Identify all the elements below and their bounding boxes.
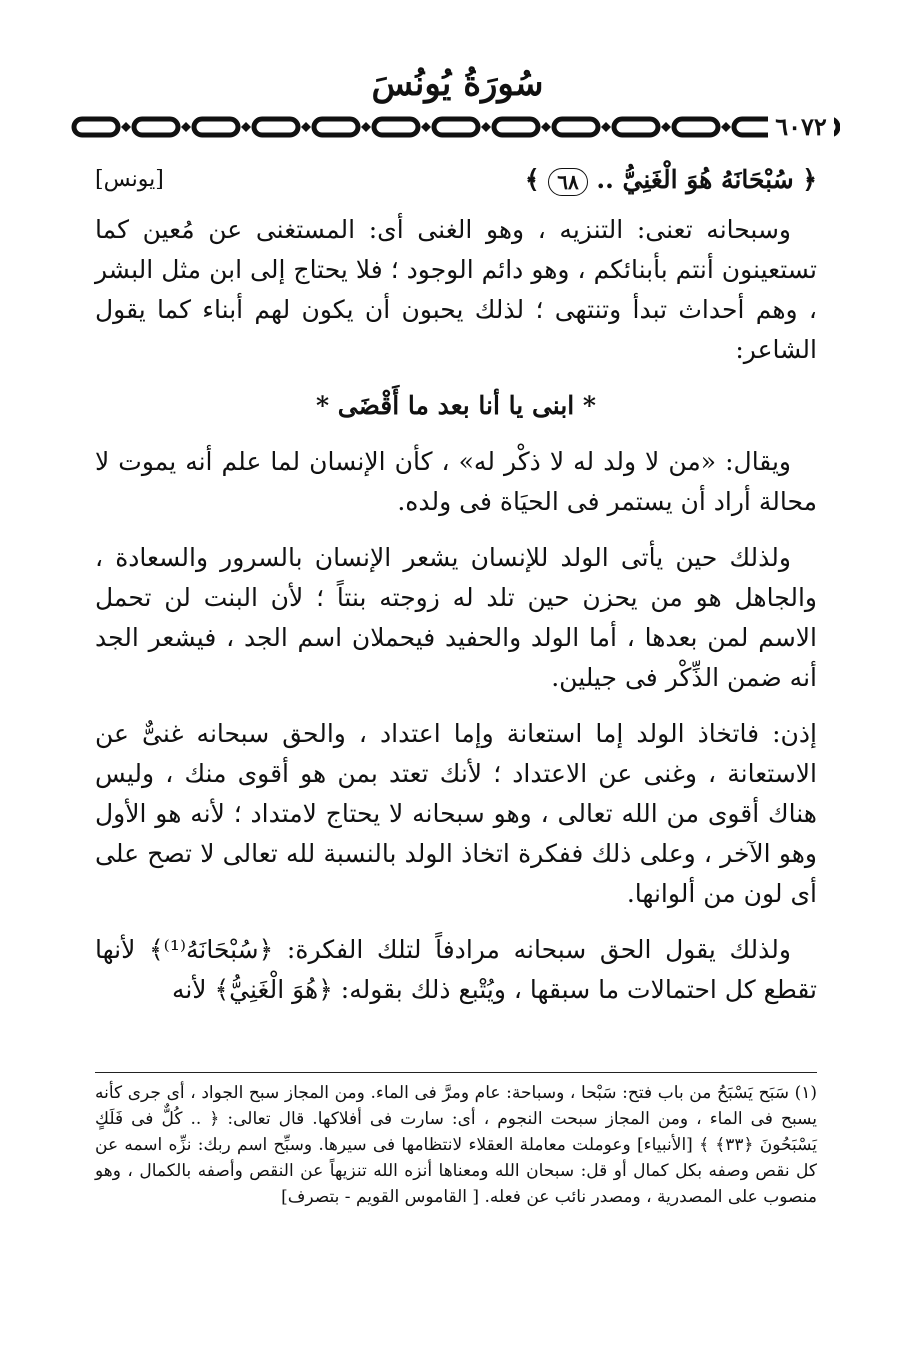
paragraph-5: ولذلك يقول الحق سبحانه مرادفاً لتلك الفكرة: ﴿سُبْحَانَهُ⁽¹⁾﴾ لأنها تقطع كل احتمالات ما سبقها ، ويُتْبع ذلك بقوله: ﴿هُوَ الْغَنِيُّ﴾ لأنه bbox=[95, 935, 817, 1004]
footnote-text: (١) سَبَح يَسْبَحُ من باب فتح: سَبْحا ، وسباحة: عام ومرَّ فى الماء. ومن المجاز سبح الجواد ، أى جرى كأنه يسبح فى الماء ، ومن المجاز سبحت النجوم ، أى: سارت فى أفلاكها. قال تعالى: ﴿ .. كُلٌّ فى فَلَكٍ يَسْبَحُونَ ﴿٣٣﴾ ﴾ [الأنبياء] وعوملت معاملة العقلاء لانتظامها فى سيرها. وسبِّح اسم ربك: نزِّه اسمه عن كل نقص وصفه بكل كمال أو قل: سبحان الله ومعناها أنزه الله تنزيهاً عن النقص وأصفه بالكمال ، وهو منصوب على المصدرية ، ومصدر نائب عن فعله. [ القاموس القويم - بتصرف] bbox=[95, 1083, 817, 1207]
surah-title: سُورَةُ يُونُسَ bbox=[371, 64, 544, 104]
body-text bbox=[95, 210, 817, 1026]
page-number: ٦٠٧٢ bbox=[768, 112, 834, 142]
footnote-divider bbox=[95, 1072, 817, 1073]
paragraph-2: ويقال: «من لا ولد له لا ذكْر له» ، كأن الإنسان لما علم أنه يموت لا محالة أراد أن يستمر فى الحيَاة فى ولده. bbox=[95, 447, 817, 516]
verse-number-badge: ٦٨ bbox=[548, 168, 587, 196]
verse-heading-row bbox=[95, 160, 817, 200]
poetry-quote: * ابنى يا أنا بعد ما أَقْضَى * bbox=[315, 391, 597, 420]
verse-heading bbox=[525, 160, 817, 200]
paragraph-3: ولذلك حين يأتى الولد للإنسان يشعر الإنسان بالسرور والسعادة ، والجاهل هو من يحزن حين تلد له زوجته بنتاً ؛ لأن البنت لن تحمل الاسم لمن بعدها ، أما الولد والحفيد فيحملان اسم الجد ، فيشعر الجد أنه ضمن الذِّكْر فى جيلين. bbox=[95, 543, 817, 692]
decorative-chain-border bbox=[70, 112, 840, 142]
verse-heading-close: ﴾ bbox=[524, 165, 549, 194]
verse-heading-text: ﴿ سُبْحَانَهُ هُوَ الْغَنِيُّ .. bbox=[587, 165, 817, 194]
footnote bbox=[95, 1080, 817, 1210]
paragraph-1: وسبحانه تعنى: التنزيه ، وهو الغنى أى: المستغنى عن مُعين كما تستعينون أنتم بأبنائكم ، وهو دائم الوجود ؛ فلا يحتاج إلى ابن مثل البشر ، وهم أحداث تبدأ وتنتهى ؛ لذلك يحبون أن يكون لهم أبناء كما يقول الشاعر: bbox=[95, 215, 817, 364]
surah-reference: [يونس] bbox=[95, 167, 164, 192]
paragraph-4: إذن: فاتخاذ الولد إما استعانة وإما اعتداد ، والحق سبحانه غنىٌّ عن الاستعانة ، وغنى عن الاعتداد ؛ لأنك تعتد بمن هو أقوى منك ، وليس هناك أقوى من الله تعالى ، وهو سبحانه لا يحتاج لامتداد ؛ لأنه هو الأول وهو الآخر ، وعلى ذلك ففكرة اتخاذ الولد بالنسبة لله تعالى لا تصح على أى لون من ألوانها. bbox=[95, 719, 817, 908]
